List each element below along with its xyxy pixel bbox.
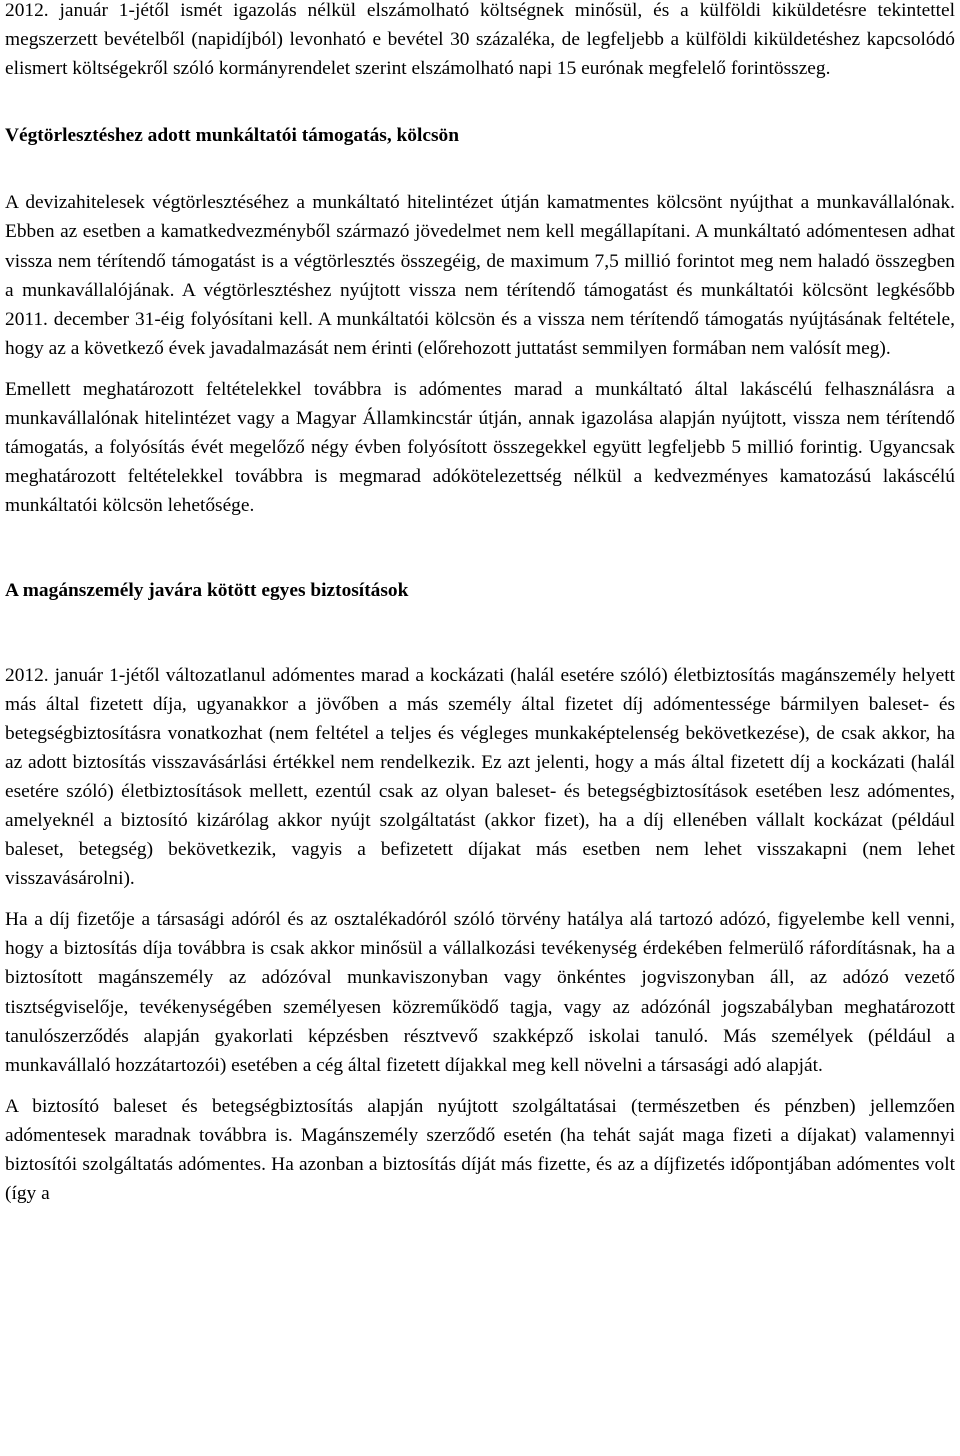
loan-paragraph-2: Emellett meghatározott feltételekkel továbbra is adómentes marad a munkáltató által lakáscélú felhasználásra a munkavállalónak hitelintézet vagy a Magyar Államkincstár útján, annak igazolása alapján nyújtott, vissza nem térítendő támogatás, a folyósítás évét megelőző négy évben folyósított összegekkel együtt legfeljebb 5 millió forintig. Ugyancsak meghatározott feltételekkel továbbra is megmarad adókötelezettség nélkül a kedvezményes kamatozású lakáscélú munkáltatói kölcsön lehetősége. (5, 378, 955, 517)
loan-paragraph-1: A devizahitelesek végtörlesztéséhez a munkáltató hitelintézet útján kamatmentes kölcsönt nyújthat a munkavállalónak. Ebben az esetben a kamatkedvezményből származó jövedelmet nem kell megállapítani. A munkáltató adómentesen adhat vissza nem térítendő támogatást is a végtörlesztés összegéig, de maximum 7,5 millió forintot meg nem haladó összegben a munkavállalójának. A végtörlesztéshez nyújtott vissza nem térítendő támogatást és munkáltatói kölcsönt legkésőbb 2011. december 31-éig folyósítani kell. A munkáltatói kölcsön és a vissza nem térítendő támogatás nyújtásának feltétele, hogy az a következő évek javadalmazását nem érinti (előrehozott juttatást semmilyen formában nem valósít meg). (5, 192, 955, 359)
section-heading-loan: Végtörlesztéshez adott munkáltatói támogatás, kölcsön (5, 125, 460, 147)
intro-paragraph: 2012. január 1-jétől ismét igazolás nélkül elszámolható költségnek minősül, és a külföldi kiküldetésre tekintettel megszerzett bevételből (napidíjból) levonható e bevétel 30 százaléka, de legfeljebb a külföldi kiküldetéshez kapcsolódó elismert költségekről szóló kormányrendelet szerint elszámolható napi 15 eurónak megfelelő forintösszeg. (5, 0, 955, 80)
insurance-paragraph-3: A biztosító baleset és betegségbiztosítás alapján nyújtott szolgáltatásai (természetben és pénzben) jellemzően adómentesek maradnak továbbra is. Magánszemély szerződő esetén (ha tehát saját maga fizeti a díjakat) valamennyi biztosítói szolgáltatás adómentes. Ha azonban a biztosítás díját más fizette, és az a díjfizetés időpontjában adómentes volt (így a (5, 1095, 955, 1205)
section-heading-insurance: A magánszemély javára kötött egyes biztosítások (5, 580, 409, 602)
insurance-paragraph-1: 2012. január 1-jétől változatlanul adómentes marad a kockázati (halál esetére szóló) életbiztosítás magánszemély helyett más által fizetett díja, ugyanakkor a jövőben a más személy által fizetet díj adómentessége bármilyen baleset- és betegségbiztosításra vonatkozhat (nem feltétel a teljes és végleges munkaképtelenség bekövetkezése), de csak akkor, ha az adott biztosítás visszavásárlási értékkel nem rendelkezik. Ez azt jelenti, hogy a más által fizetett díj a kockázati (halál esetére szóló) életbiztosítások mellett, ezentúl csak az olyan baleset- és betegségbiztosítások esetében lesz adómentes, amelyeknél a biztosító kizárólag akkor nyújt szolgáltatást (akkor fizet), ha a díj ellenében vállalt kockázat (például baleset, betegség) bekövetkezik, vagyis a befizetett díjakat más esetben nem lehet visszakapni (nem lehet visszavásárolni). (5, 664, 955, 890)
insurance-paragraph-2: Ha a díj fizetője a társasági adóról és az osztalékadóról szóló törvény hatálya alá tartozó adózó, figyelembe kell venni, hogy a biztosítás díja továbbra is csak akkor minősül a vállalkozási tevékenység érdekében felmerülő ráfordításnak, ha a biztosított magánszemély az adózóval munkaviszonyban vagy önkéntes jogviszonyban áll, az adózó vezető tisztségviselője, tevékenységében személyesen közreműködő tagja, vagy az adózónál jogszabályban meghatározott tanulószerződés alapján gyakorlati képzésben résztvevő szakképző iskolai tanuló. Más személyek (például a munkavállaló hozzátartozói) esetében a cég által fizetett díjakkal meg kell növelni a társasági adó alapját. (5, 909, 955, 1076)
document-page (5, 0, 955, 1208)
